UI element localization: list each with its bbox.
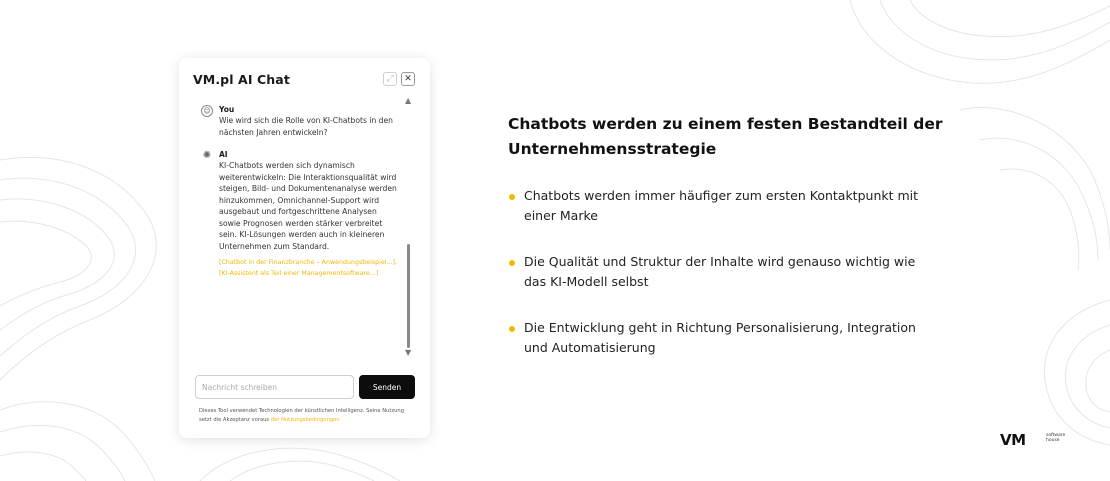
bullet-item [508, 186, 928, 226]
disclaimer-text: Dieses Tool verwendet Technologien der künstlichen Intelligenz. Seine Nutzung setzt die Akzeptanz voraus [199, 408, 405, 423]
expand-icon[interactable]: ⤢ [383, 72, 397, 86]
message-sender: AI [219, 150, 228, 159]
source-links[interactable]: [Chatbot in der Finanzbranche – Anwendungsbeispiel...], [KI-Assistent als Teil einer Managementsoftware...] [219, 259, 397, 277]
ai-sparkle-icon: ✺ [202, 150, 212, 161]
disclaimer [199, 407, 414, 424]
bullet-item [508, 252, 928, 292]
message-sender: You [219, 105, 235, 114]
message-text: KI-Chatbots werden sich dynamisch weiterentwickeln: Die Interaktionsqualität wird steigen, Bild- und Dokumentenanalyse werden hinzukommen, Omnichannel-Support wird ausgebaut und fortgeschrittene Analysen sowie Prognosen werden stärker verbreitet sein. KI-Lösungen werden auch in kleineren Unternehmen zum Standard. [219, 161, 397, 251]
bullet-text: Die Entwicklung geht in Richtung Personalisierung, Integration und Automatisierung [524, 320, 916, 355]
send-button[interactable]: Senden [359, 375, 415, 399]
scroll-down-icon[interactable]: ▼ [405, 348, 412, 357]
bullet-text: Chatbots werden immer häufiger zum ersten Kontaktpunkt mit einer Marke [524, 188, 919, 223]
bullet-item [508, 318, 928, 358]
message-list[interactable] [199, 104, 399, 364]
bullet-dot-icon [509, 326, 515, 332]
logo-subtitle: software house [1046, 433, 1066, 443]
bullet-list [508, 186, 928, 384]
headline: Chatbots werden zu einem festen Bestandteil der Unternehmensstrategie [508, 115, 943, 158]
ai-message [199, 150, 399, 279]
ai-chat-widget [179, 58, 430, 438]
bullet-dot-icon [509, 194, 515, 200]
bullet-text: Die Qualität und Struktur der Inhalte wird genauso wichtig wie das KI-Modell selbst [524, 254, 916, 289]
user-avatar-icon: ☺ [201, 105, 213, 117]
message-text: Wie wird sich die Rolle von KI-Chatbots in den nächsten Jahren entwickeln? [219, 116, 393, 137]
user-message [199, 105, 399, 138]
terms-link[interactable]: der Nutzungsbedingungen [270, 416, 340, 423]
scrollbar-thumb[interactable] [407, 244, 410, 348]
close-icon[interactable]: ✕ [401, 72, 415, 86]
vm-logo [1000, 430, 1066, 450]
scroll-up-icon[interactable]: ▲ [405, 96, 412, 105]
message-input[interactable] [195, 375, 354, 399]
chat-title: VM.pl AI Chat [193, 72, 290, 87]
logo-mark: VM [1000, 431, 1026, 449]
bullet-dot-icon [509, 260, 515, 266]
